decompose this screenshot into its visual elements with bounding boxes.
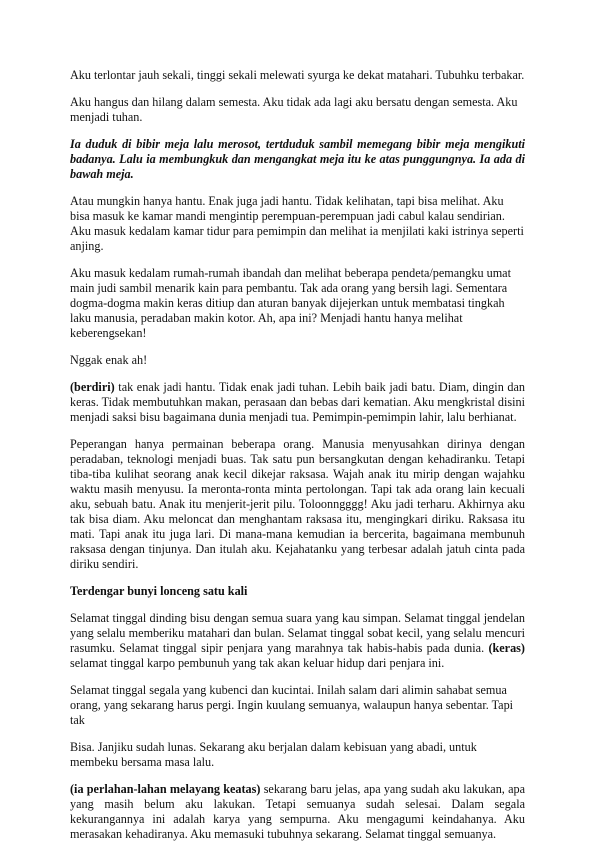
paragraph-text: tak enak jadi hantu. Tidak enak jadi tuhan. Lebih baik jadi batu. Diam, dingin dan keras. Tidak membutuhkan makan, perasaan dan bebas dari kematian. Aku mengkristal disini menjadi saksi bisu bagaimana dunia menjadi tua. Pemimpin-pemimpin lahir, lalu berhianat. xyxy=(70,380,525,424)
stage-direction-text: Ia duduk di bibir meja lalu merosot, tertduduk sambil memegang bibir meja mengikuti badanya. Lalu ia membungkuk dan mengangkat meja itu ke atas punggungnya. Ia ada di bawah meja. xyxy=(70,137,525,181)
paragraph-1 xyxy=(70,68,525,83)
stage-direction-inline: (keras) xyxy=(488,641,525,655)
paragraph-7 xyxy=(70,380,525,425)
paragraph-text: Aku terlontar jauh sekali, tinggi sekali melewati syurga ke dekat matahari. Tubuhku terbakar. xyxy=(70,68,525,82)
paragraph-text: Aku hangus dan hilang dalam semesta. Aku tidak ada lagi aku bersatu dengan semesta. Aku menjadi tuhan. xyxy=(70,95,518,124)
paragraph-4 xyxy=(70,194,525,254)
paragraph-10 xyxy=(70,611,525,671)
stage-direction-text: Terdengar bunyi lonceng satu kali xyxy=(70,584,248,598)
paragraph-5 xyxy=(70,266,525,341)
stage-direction-1 xyxy=(70,137,525,182)
paragraph-text: Aku masuk kedalam rumah-rumah ibandah dan melihat beberapa pendeta/pemangku umat main judi sambil menarik kain para pembantu. Tak ada orang yang bersih lagi. Sementara dogma-dogma makin keras ditiup dan aturan banyak dijejerkan untuk membatasi tingkah laku manusia, peradaban makin kotor. Ah, apa ini? Menjadi hantu hanya melihat keberengsekan! xyxy=(70,266,511,340)
paragraph-text: sekarang baru jelas, apa yang sudah aku lakukan, apa yang masih belum aku lakukan. Tetapi semuanya sudah selesai. Dalam segala kekurangannya ini adalah karya yang sempurna. Aku mengagumi keindahanya. Aku merasakan kehadiranya. Aku memasuki tubuhnya sekarang. Selamat tinggal semuanya. xyxy=(70,782,525,841)
paragraph-text: Peperangan hanya permainan beberapa orang. Manusia menyusahkan dirinya dengan peradaban, teknologi menjadi buas. Tak satu pun bersangkutan dengan kehadiranku. Tetapi tiba-tiba kulihat seorang anak kecil dikejar raksasa. Wajah anak itu mirip dengan wajahku waktu masih menyusu. Ia meronta-ronta minta pertolongan. Tapi tak ada orang lain kecuali aku, sebuah batu. Anak itu menjerit-jerit pilu. Toloonngggg! Aku jadi terharu. Akhirnya aku tak bisa diam. Aku meloncat dan menghantam raksasa itu, mengingkari diriku. Raksasa itu mati. Tapi anak itu juga lari. Di mana-mana kemudian ia bercerita, bagaimana membunuh raksasa dengan tinjunya. Dan itulah aku. Kejahatanku yang terbesar adalah jatuh cinta pada diriku sendiri. xyxy=(70,437,525,571)
paragraph-text: selamat tinggal karpo pembunuh yang tak akan keluar hidup dari penjara ini. xyxy=(70,656,445,670)
paragraph-text: Atau mungkin hanya hantu. Enak juga jadi hantu. Tidak kelihatan, tapi bisa melihat. Aku bisa masuk ke kamar mandi mengintip perempuan-perempuan jadi cabul kalau sendirian. Aku masuk kedalam kamar tidur para pemimpin dan melihat ia menjilati kaki istrinya seperti anjing. xyxy=(70,194,524,253)
paragraph-12 xyxy=(70,740,525,770)
paragraph-13 xyxy=(70,782,525,842)
stage-direction-inline: (ia perlahan-lahan melayang keatas) xyxy=(70,782,261,796)
paragraph-2 xyxy=(70,95,525,125)
paragraph-text: Nggak enak ah! xyxy=(70,353,148,367)
stage-direction-inline: (berdiri) xyxy=(70,380,115,394)
paragraph-text: Selamat tinggal segala yang kubenci dan kucintai. Inilah salam dari alimin sahabat semua orang, yang sekarang harus pergi. Ingin kuulang semuanya, walaupun hanya sebentar. Tapi tak xyxy=(70,683,514,727)
document-body xyxy=(70,68,525,854)
stage-direction-2 xyxy=(70,584,525,599)
paragraph-8 xyxy=(70,437,525,572)
paragraph-text: Selamat tinggal dinding bisu dengan semua suara yang kau simpan. Selamat tinggal jendelan yang selalu memberiku matahari dan bulan. Selamat tinggal sobat kecil, yang selalu mencuri rasumku. Selamat tinggal sipir penjara yang marahnya tak habis-habis pada dunia. xyxy=(70,611,525,655)
paragraph-11 xyxy=(70,683,525,728)
paragraph-text: Bisa. Janjiku sudah lunas. Sekarang aku berjalan dalam kebisuan yang abadi, untuk membeku bersama masa lalu. xyxy=(70,740,477,769)
paragraph-6 xyxy=(70,353,525,368)
